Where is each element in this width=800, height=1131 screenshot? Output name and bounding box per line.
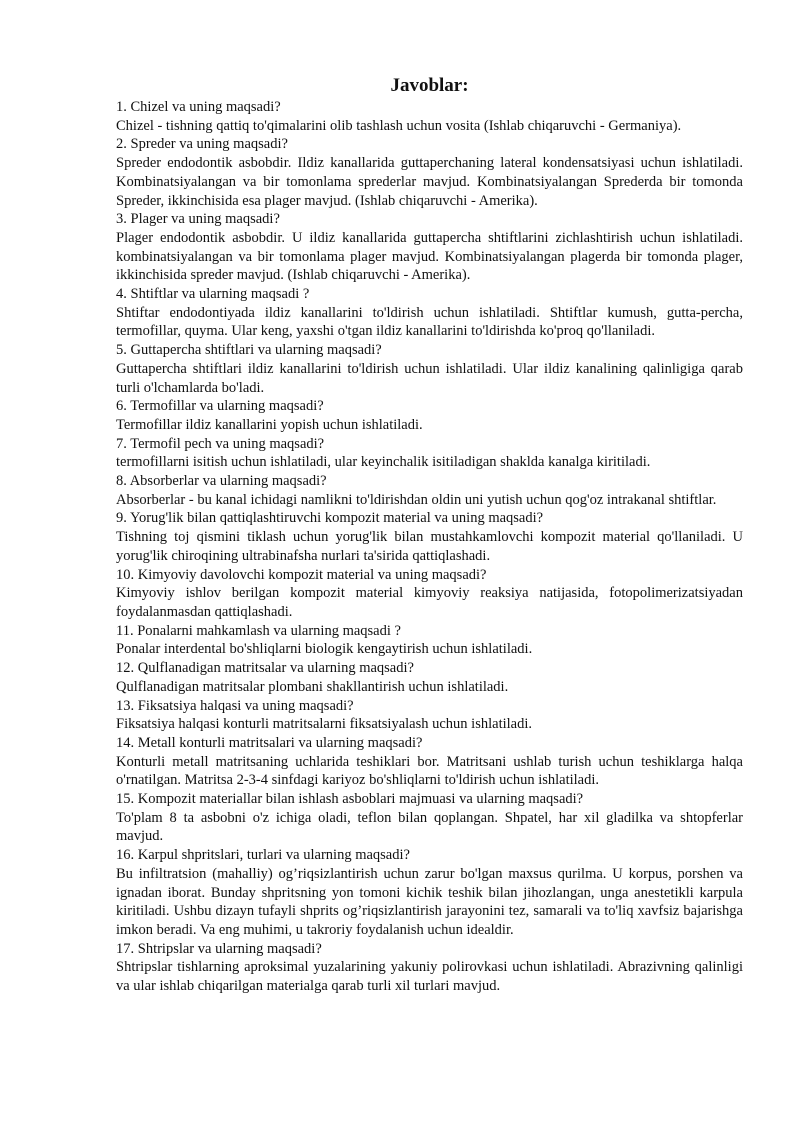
question-text: 8. Absorberlar va ularning maqsadi? xyxy=(116,473,327,490)
qa-item xyxy=(116,509,743,565)
qa-item xyxy=(116,341,743,397)
qa-item xyxy=(116,472,743,509)
qa-item xyxy=(116,210,743,285)
qa-item xyxy=(116,659,743,696)
question-text: 6. Termofillar va ularning maqsadi? xyxy=(116,398,324,415)
answer-text: To'plam 8 ta asbobni o'z ichiga oladi, teflon bilan qoplangan. Shpatel, har xil gladilka va shtopferlar mavjud. xyxy=(116,809,743,845)
question-text: 7. Termofil pech va uning maqsadi? xyxy=(116,435,325,452)
answer-text: Absorberlar - bu kanal ichidagi namlikni to'ldirishdan oldin uni yutish uchun qog'oz intrakanal shtiftlar. xyxy=(116,491,717,508)
question-text: 15. Kompozit materiallar bilan ishlash asboblari majmuasi va ularning maqsadi? xyxy=(116,791,584,808)
page-title: Javoblar: xyxy=(390,75,469,96)
qa-item xyxy=(116,98,743,135)
qa-item xyxy=(116,135,743,210)
answer-text: Termofillar ildiz kanallarini yopish uchun ishlatiladi. xyxy=(116,416,423,433)
question-text: 1. Chizel va uning maqsadi? xyxy=(116,99,281,115)
question-text: 12. Qulflanadigan matritsalar va ularning maqsadi? xyxy=(116,660,414,677)
question-text: 16. Karpul shpritslari, turlari va ularning maqsadi? xyxy=(116,847,410,864)
answer-text: Chizel - tishning qattiq to'qimalarini olib tashlash uchun vosita (Ishlab chiqaruvchi - Germaniya). xyxy=(116,117,682,134)
answer-text: Shtiftar endodontiyada ildiz kanallarini to'ldirish uchun ishlatiladi. Shtiftlar kumush, gutta-percha, termofillar, quyma. Ular keng, yaxshi o'tgan ildiz kanallarini to'ldirishda ko'proq qo'llaniladi. xyxy=(116,304,743,340)
answer-text: Fiksatsiya halqasi konturli matritsalarni fiksatsiyalash uchun ishlatiladi. xyxy=(116,716,532,733)
qa-item xyxy=(116,285,743,341)
question-text: 5. Guttapercha shtiftlari va ularning maqsadi? xyxy=(116,342,382,359)
answer-text: termofillarni isitish uchun ishlatiladi, ular keyinchalik isitiladigan shaklda kanalga kiritiladi. xyxy=(116,454,651,471)
answer-text: Shtripslar tishlarning aproksimal yuzalarining yakuniy polirovkasi uchun ishlatiladi. Abrazivning qalinligi va ular ishlab chiqarilgan materialga qarab turli xil turlari mavjud. xyxy=(116,959,743,995)
qa-item xyxy=(116,435,743,472)
qa-item xyxy=(116,790,743,846)
answer-text: Ponalar interdental bo'shliqlarni biologik kengaytirish uchun ishlatiladi. xyxy=(116,641,533,658)
question-text: 17. Shtripslar va ularning maqsadi? xyxy=(116,940,322,957)
qa-list xyxy=(116,98,743,996)
question-text: 10. Kimyoviy davolovchi kompozit material va uning maqsadi? xyxy=(116,566,487,583)
question-text: 13. Fiksatsiya halqasi va uning maqsadi? xyxy=(116,697,354,714)
qa-item xyxy=(116,734,743,790)
qa-item xyxy=(116,622,743,659)
answer-text: Guttapercha shtiftlari ildiz kanallarini to'ldirish uchun ishlatiladi. Ular ildiz kanalining qalinligiga qarab turli o'lchamlarda bo'ladi. xyxy=(116,360,743,396)
qa-item xyxy=(116,697,743,734)
question-text: 9. Yorug'lik bilan qattiqlashtiruvchi kompozit material va uning maqsadi? xyxy=(116,510,544,527)
question-text: 11. Ponalarni mahkamlash va ularning maqsadi ? xyxy=(116,622,401,639)
question-text: 14. Metall konturli matritsalari va ularning maqsadi? xyxy=(116,734,423,751)
qa-item xyxy=(116,940,743,996)
answer-text: Kimyoviy ishlov berilgan kompozit material kimyoviy reaksiya natijasida, fotopolimerizatsiyadan foydalanmasdan qattiqlashadi. xyxy=(116,585,743,620)
answer-text: Bu infiltratsion (mahalliy) og’riqsizlantirish uchun zarur bo'lgan maxsus qurilma. U korpus, porshen va ignadan iborat. Bunday shpritsning yon tomoni kichik teshik bilan jihozlangan, unga anestetikli karpula kiritiladi. Ushbu dizayn tufayli shprits og’riqsizlantirish jarayonini tez, samarali va to'liq xavfsiz bajarishga imkon beradi. Va eng muhimi, u takroriy foydalanish uchun idealdir. xyxy=(116,865,743,938)
qa-item xyxy=(116,566,743,622)
answer-text: Spreder endodontik asbobdir. Ildiz kanallarida guttaperchaning lateral kondensatsiyasi uchun ishlatiladi. Kombinatsiyalangan va bir tomonlama sprederlar mavjud. Kombinatsiyalangan Sprederda bir tomonda Spreder, ikkinchisida esa plager mavjud. (Ishlab chiqaruvchi - Amerika). xyxy=(116,155,743,209)
question-text: 2. Spreder va uning maqsadi? xyxy=(116,136,288,153)
answer-text: Tishning toj qismini tiklash uchun yorug'lik bilan mustahkamlovchi kompozit material qo'llaniladi. U yorug'lik chiroqining ultrabinafsha nurlari ta'sirida qattiqlashadi. xyxy=(116,529,743,564)
question-text: 3. Plager va uning maqsadi? xyxy=(116,211,280,228)
qa-item xyxy=(116,846,743,940)
answer-text: Plager endodontik asbobdir. U ildiz kanallarida guttapercha shtiftlarini zichlashtirish uchun ishlatiladi. kombinatsiyalangan va bir tomonlama plager mavjud. Kombinatsiyalangan plagerda bir tomonda plager, ikkinchisida spreder mavjud. (Ishlab chiqaruvchi - Amerika). xyxy=(116,229,743,284)
question-text: 4. Shtiftlar va ularning maqsadi ? xyxy=(116,286,310,303)
qa-item xyxy=(116,397,743,434)
answer-text: Konturli metall matritsaning uchlarida teshiklari bor. Matritsani ushlab turish uchun teshiklarga halqa o'rnatilgan. Matritsa 2-3-4 sinfdagi kariyoz bo'shliqlarni to'ldirish uchun ishlatiladi. xyxy=(116,753,743,789)
answer-text: Qulflanadigan matritsalar plombani shakllantirish uchun ishlatiladi. xyxy=(116,678,509,695)
